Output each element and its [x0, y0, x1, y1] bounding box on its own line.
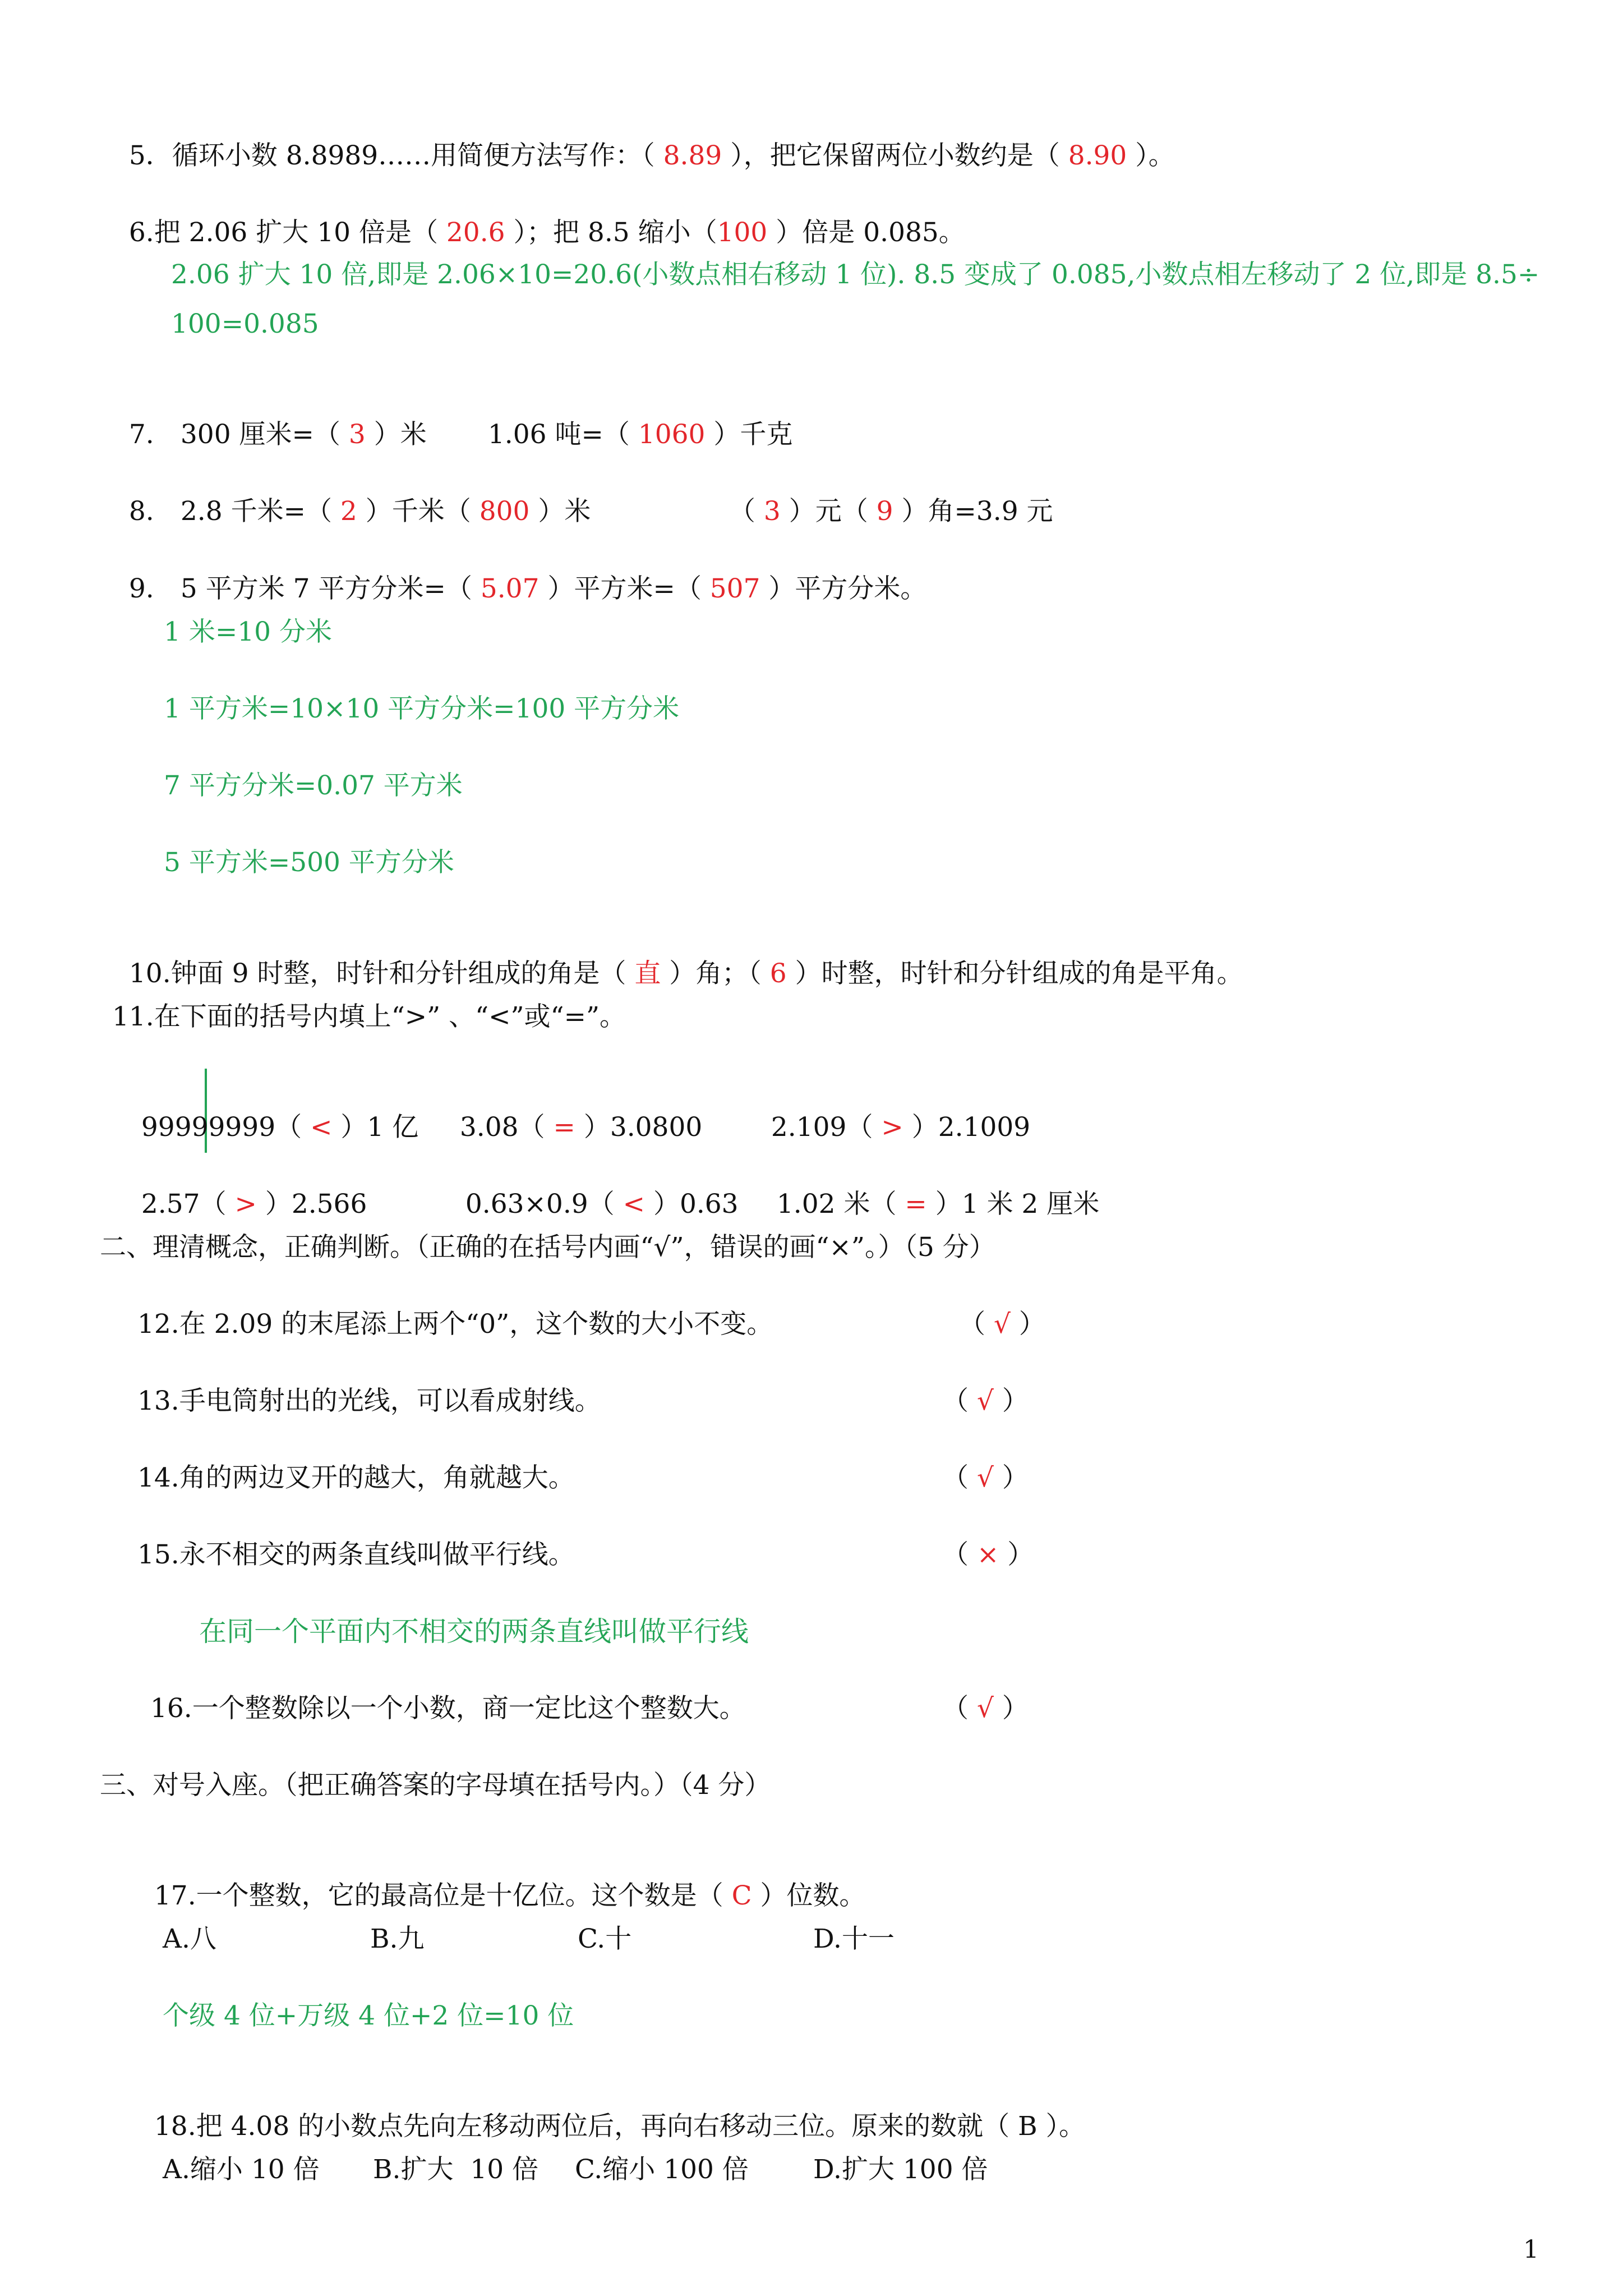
section-3-heading: 三、对号入座。（把正确答案的字母填在括号内。）（4 分）: [100, 1770, 771, 1801]
question-6: [112, 182, 965, 248]
q17-answer: C: [731, 1880, 752, 1911]
q18-option-b: B.扩大 10 倍: [373, 2154, 539, 2185]
q5-text-post: ）。: [1127, 140, 1175, 171]
q11-row1-item1: [125, 1077, 419, 1143]
q8-part-a: [164, 461, 591, 527]
q14-answer: √: [976, 1462, 994, 1493]
q11-r1-i3-post: ）2.1009: [903, 1112, 1031, 1143]
q9-pre: 5 平方米 7 平方分米=（: [180, 573, 481, 604]
q7-answer-2: 1060: [638, 419, 706, 450]
q17-post: ）位数。: [751, 1880, 866, 1911]
q17-option-b: B.九: [370, 1924, 425, 1954]
q11-r2-i2-post: ）0.63: [645, 1189, 739, 1220]
q11-r1-i2-pre: 3.08（: [459, 1112, 554, 1143]
q6-text-mid: ）；把 8.5 缩小（: [505, 217, 717, 248]
q16-answer: √: [976, 1693, 994, 1724]
q9-note-4: 5 平方米=500 平方分米: [164, 847, 454, 878]
q8-b-mid: ）元（: [780, 496, 877, 527]
q18-pre: 18.把 4.08 的小数点先向左移动两位后，再向右移动三位。原来的数就（: [154, 2111, 1018, 2142]
q11-row2-item2: [449, 1154, 739, 1220]
q6-text: 6.把 2.06 扩大 10 倍是（: [128, 217, 446, 248]
q11-r1-i1-post: ）1 亿: [332, 1112, 419, 1143]
q14-text: 14.角的两边叉开的越大，角就越大。: [137, 1462, 575, 1493]
q7-answer-1: 3: [348, 419, 366, 450]
q9-mid: ）平方米=（: [539, 573, 710, 604]
q11-r2-i2-answer: <: [623, 1189, 645, 1220]
q11-row2-item1: [125, 1154, 367, 1220]
q11-r2-i3-answer: =: [905, 1189, 927, 1220]
q6-note-line-1: 2.06 扩大 10 倍,即是 2.06×10=20.6(小数点相右移动 1 位). 8.5 变成了 0.085,小数点相左移动了 2 位,即是 8.5÷: [171, 259, 1540, 290]
question-7: [112, 384, 154, 450]
q6-note-line-2: 100=0.085: [171, 309, 319, 339]
q7-a-post: ）米: [365, 419, 427, 450]
q9-number: 9.: [128, 573, 154, 604]
q11-r2-i1-answer: >: [234, 1189, 257, 1220]
q5-answer-1: 8.89: [663, 140, 722, 171]
q9-answer-2: 507: [709, 573, 760, 604]
q8-a-mid: ）千米（: [357, 496, 479, 527]
q16-text: 16.一个整数除以一个小数，商一定比这个整数大。: [150, 1693, 746, 1724]
q13-text: 13.手电筒射出的光线，可以看成射线。: [137, 1386, 601, 1416]
q11-r1-i1-pre: 99999999（: [141, 1112, 311, 1143]
q8-number: 8.: [128, 496, 154, 527]
q9-body: [164, 539, 927, 604]
question-17: [137, 1846, 866, 1911]
question-11: 11.在下面的括号内填上“>” 、“<”或“=”。: [112, 1001, 626, 1032]
q18-answer: B: [1018, 2111, 1038, 2142]
q10-mid: ）角；（: [661, 958, 770, 989]
q6-answer-1: 20.6: [446, 217, 505, 248]
q5-text-mid: ），把它保留两位小数约是（: [722, 140, 1068, 171]
q11-row1-item2: [443, 1077, 703, 1143]
q7-b-pre: 1.06 吨=（: [487, 419, 638, 450]
q11-row1-item3: [754, 1077, 1031, 1143]
q16-answer-box: （ √ ）: [942, 1692, 1029, 1726]
q7-number: 7.: [128, 419, 154, 450]
q11-r2-i1-post: ）2.566: [256, 1189, 367, 1220]
q18-post: ）。: [1037, 2111, 1086, 2142]
question-10: [112, 923, 1243, 989]
q7-part-b: [471, 384, 793, 450]
q8-answer-4: 9: [876, 496, 893, 527]
question-8: [112, 461, 154, 527]
q11-r1-i3-pre: 2.109（: [771, 1112, 882, 1143]
q5-answer-2: 8.90: [1068, 140, 1127, 171]
q13-answer: √: [976, 1386, 994, 1416]
q10-answer-1: 直: [634, 958, 661, 989]
q14-answer-box: （ √ ）: [942, 1461, 1029, 1495]
section-2-heading: 二、理清概念，正确判断。（正确的在括号内画“√”，错误的画“×”。）（5 分）: [100, 1232, 995, 1263]
q11-r1-i1-answer: <: [310, 1112, 333, 1143]
q17-option-d: D.十一: [813, 1924, 895, 1954]
q6-text-post: ）倍是 0.085。: [767, 217, 965, 248]
q18-option-c: C.缩小 100 倍: [575, 2154, 749, 2185]
q8-answer-1: 2: [340, 496, 357, 527]
q8-answer-3: 3: [763, 496, 781, 527]
q17-note: 个级 4 位+万级 4 位+2 位=10 位: [163, 2000, 574, 2031]
q7-b-post: ）千克: [705, 419, 793, 450]
q17-pre: 17.一个整数，它的最高位是十亿位。这个数是（: [154, 1880, 732, 1911]
q15-answer: ×: [976, 1539, 999, 1570]
q11-row2-item3: [760, 1154, 1100, 1220]
q10-answer-2: 6: [769, 958, 787, 989]
q18-option-d: D.扩大 100 倍: [813, 2154, 988, 2185]
q12-answer-box: （ √ ）: [959, 1308, 1045, 1341]
q11-r2-i1-pre: 2.57（: [141, 1189, 235, 1220]
q8-b-post: ）角=3.9 元: [893, 496, 1053, 527]
q15-text: 15.永不相交的两条直线叫做平行线。: [137, 1539, 575, 1570]
question-18: [137, 2076, 1086, 2142]
q10-post: ）时整，时针和分针组成的角是平角。: [786, 958, 1243, 989]
q9-post: ）平方分米。: [760, 573, 927, 604]
q11-r2-i3-pre: 1.02 米（: [776, 1189, 905, 1220]
q9-note-1: 1 米=10 分米: [164, 616, 332, 647]
q12-text: 12.在 2.09 的末尾添上两个“0”，这个数的大小不变。: [137, 1309, 773, 1340]
page-number: 1: [1523, 2235, 1539, 2264]
q8-a-pre: 2.8 千米=（: [180, 496, 340, 527]
q8-a-post: ）米: [529, 496, 591, 527]
q18-option-a: A.缩小 10 倍: [163, 2154, 320, 2185]
q10-pre: 10.钟面 9 时整，时针和分针组成的角是（: [128, 958, 635, 989]
q13-answer-box: （ √ ）: [942, 1384, 1029, 1418]
q11-r2-i3-post: ）1 米 2 厘米: [926, 1189, 1100, 1220]
q17-option-a: A.八: [163, 1924, 216, 1954]
q9-note-3: 7 平方分米=0.07 平方米: [164, 770, 463, 801]
q7-a-pre: 300 厘米=（: [180, 419, 349, 450]
q12-answer: √: [993, 1309, 1011, 1340]
q11-r1-i3-answer: >: [881, 1112, 903, 1143]
q9-answer-1: 5.07: [480, 573, 540, 604]
q5-text: 5．循环小数 8.8989……用简便方法写作：（: [128, 140, 663, 171]
q17-option-c: C.十: [578, 1924, 632, 1954]
q11-r1-i2-post: ）3.0800: [575, 1112, 703, 1143]
question-9: [112, 539, 154, 604]
q9-note-2: 1 平方米=10×10 平方分米=100 平方分米: [164, 693, 680, 724]
q8-answer-2: 800: [479, 496, 530, 527]
q11-r1-i2-answer: =: [553, 1112, 575, 1143]
q8-part-b: [712, 461, 1053, 527]
question-5: [112, 105, 1175, 171]
q15-answer-box: （ × ）: [942, 1538, 1034, 1572]
q6-answer-2: 100: [717, 217, 768, 248]
q11-r2-i2-pre: 0.63×0.9（: [465, 1189, 623, 1220]
q8-b-pre: （: [728, 496, 764, 527]
q15-note: 在同一个平面内不相交的两条直线叫做平行线: [199, 1616, 749, 1648]
q7-part-a: [164, 384, 427, 450]
